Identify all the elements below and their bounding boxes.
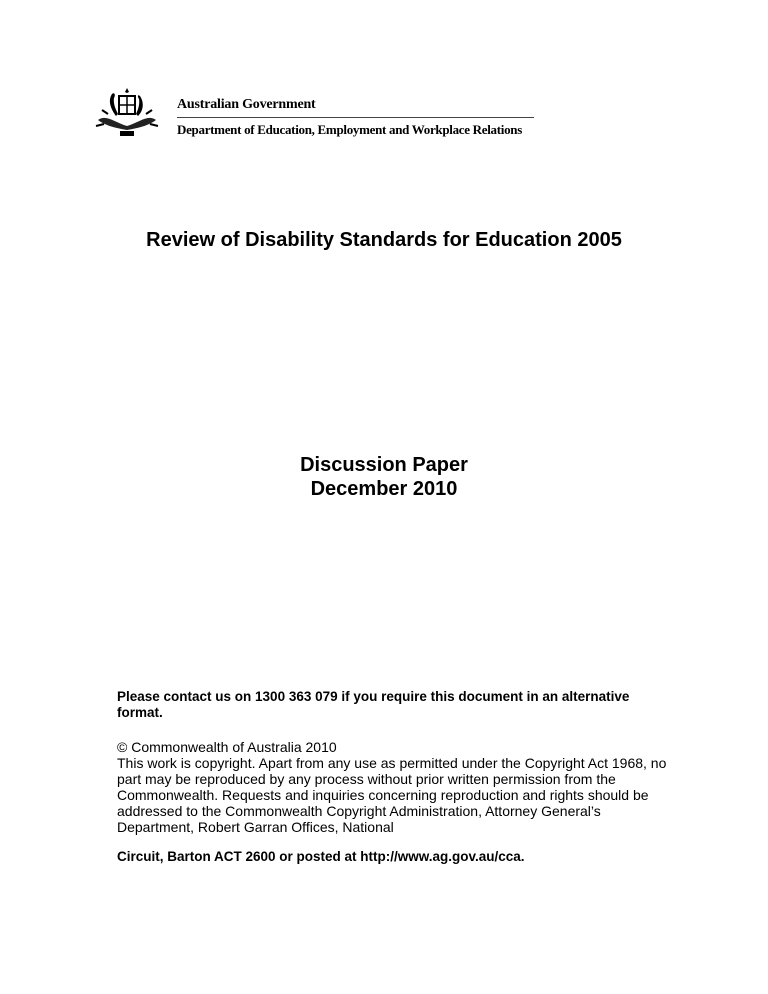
header-divider [177,117,534,118]
coat-of-arms-logo [94,86,160,138]
copyright-text: This work is copyright. Apart from any use as permitted under the Copyright Act 1968, no part may be reproduced by any process without prior written permission from the Commonwealth. Requests and inquiries concerning reproduction and rights should be addressed to the Commonwealth Copyright Administration, Attorney General’s Department, Robert Garran Offices, National [117,755,667,835]
copyright-line: © Commonwealth of Australia 2010 [117,739,337,755]
copyright-address: Circuit, Barton ACT 2600 or posted at http://www.ag.gov.au/cca. [117,849,525,864]
document-date: December 2010 [310,478,458,500]
government-name: Australian Government [177,97,316,112]
document-type: Discussion Paper [300,454,468,476]
department-name: Department of Education, Employment and Workplace Relations [177,122,522,137]
document-title: Review of Disability Standards for Education 2005 [146,229,622,251]
contact-notice: Please contact us on 1300 363 079 if you require this document in an alternative format. [117,689,630,720]
